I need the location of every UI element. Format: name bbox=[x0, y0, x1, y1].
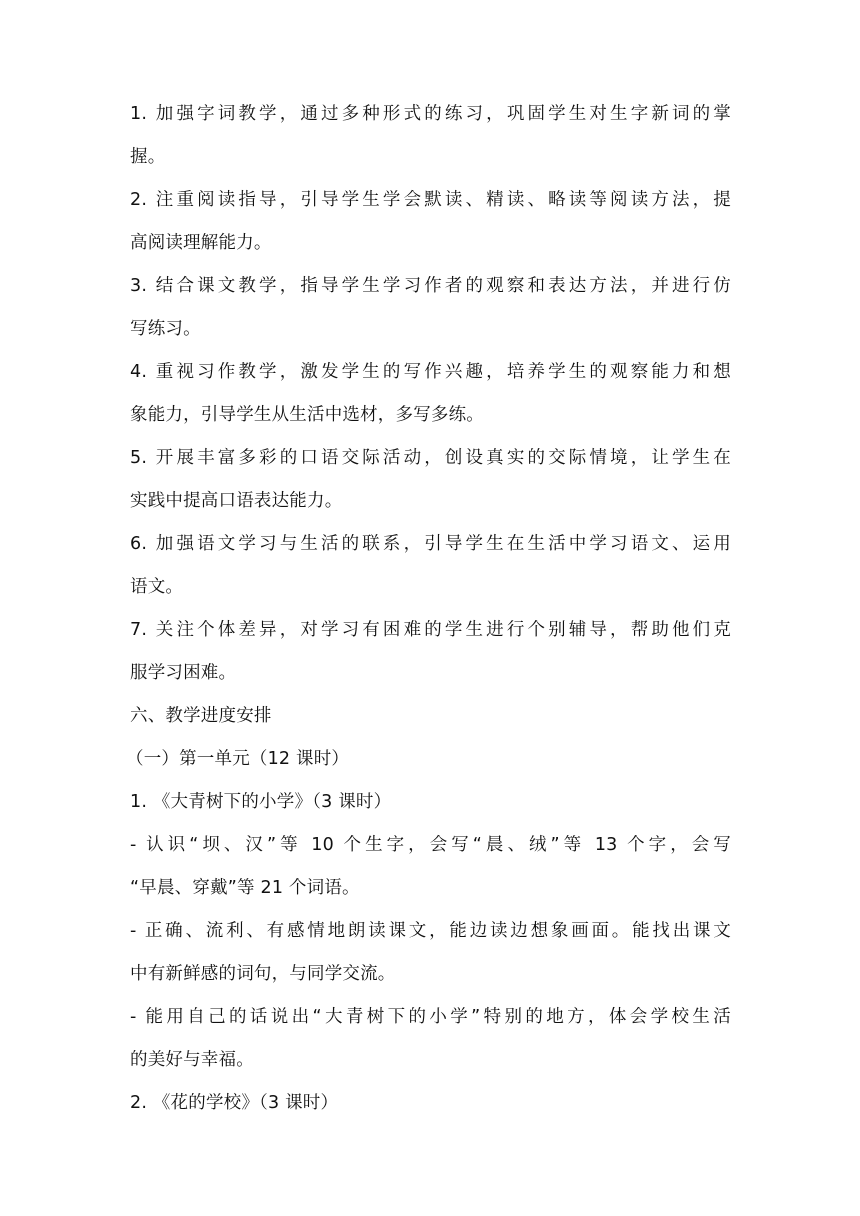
item-7-line-2: 服学习困难。 bbox=[130, 663, 237, 683]
item-7-line-1: 7. 关注个体差异，对学习有困难的学生进行个别辅导，帮助他们克 bbox=[130, 620, 731, 640]
lesson-1-goal-3-line-1: - 能用自己的话说出“大青树下的小学”特别的地方，体会学校生活 bbox=[130, 1007, 731, 1027]
item-4-line-1: 4. 重视习作教学，激发学生的写作兴趣，培养学生的观察能力和想 bbox=[130, 362, 731, 382]
lesson-1-title: 1. 《大青树下的小学》（3 课时） bbox=[130, 792, 392, 812]
item-6-line-1: 6. 加强语文学习与生活的联系，引导学生在生活中学习语文、运用 bbox=[130, 534, 731, 554]
item-1-line-2: 握。 bbox=[130, 147, 166, 167]
item-6-line-2: 语文。 bbox=[130, 577, 184, 597]
item-4-line-2: 象能力，引导学生从生活中选材，多写多练。 bbox=[130, 405, 484, 425]
lesson-1-goal-2-line-2: 中有新鲜感的词句，与同学交流。 bbox=[130, 964, 396, 984]
unit-heading: （一）第一单元（12 课时） bbox=[126, 749, 350, 769]
item-5-line-2: 实践中提高口语表达能力。 bbox=[130, 491, 343, 511]
item-2-line-1: 2. 注重阅读指导，引导学生学会默读、精读、略读等阅读方法，提 bbox=[130, 190, 731, 210]
item-2-line-2: 高阅读理解能力。 bbox=[130, 233, 272, 253]
item-3-line-1: 3. 结合课文教学，指导学生学习作者的观察和表达方法，并进行仿 bbox=[130, 276, 731, 296]
lesson-1-goal-2-line-1: - 正确、流利、有感情地朗读课文，能边读边想象画面。能找出课文 bbox=[130, 921, 731, 941]
item-1-line-1: 1. 加强字词教学，通过多种形式的练习，巩固学生对生字新词的掌 bbox=[130, 104, 731, 124]
document-page bbox=[126, 103, 731, 1135]
item-5-line-1: 5. 开展丰富多彩的口语交际活动，创设真实的交际情境，让学生在 bbox=[130, 448, 731, 468]
lesson-2-title: 2. 《花的学校》（3 课时） bbox=[130, 1093, 339, 1113]
lesson-1-goal-1-line-2: “早晨、穿戴”等 21 个词语。 bbox=[130, 878, 360, 898]
item-3-line-2: 写练习。 bbox=[130, 319, 201, 339]
lesson-1-goal-1-line-1: - 认识“坝、汉”等 10 个生字，会写“晨、绒”等 13 个字，会写 bbox=[130, 835, 731, 855]
section-heading: 六、教学进度安排 bbox=[130, 706, 272, 726]
lesson-1-goal-3-line-2: 的美好与幸福。 bbox=[130, 1050, 254, 1070]
